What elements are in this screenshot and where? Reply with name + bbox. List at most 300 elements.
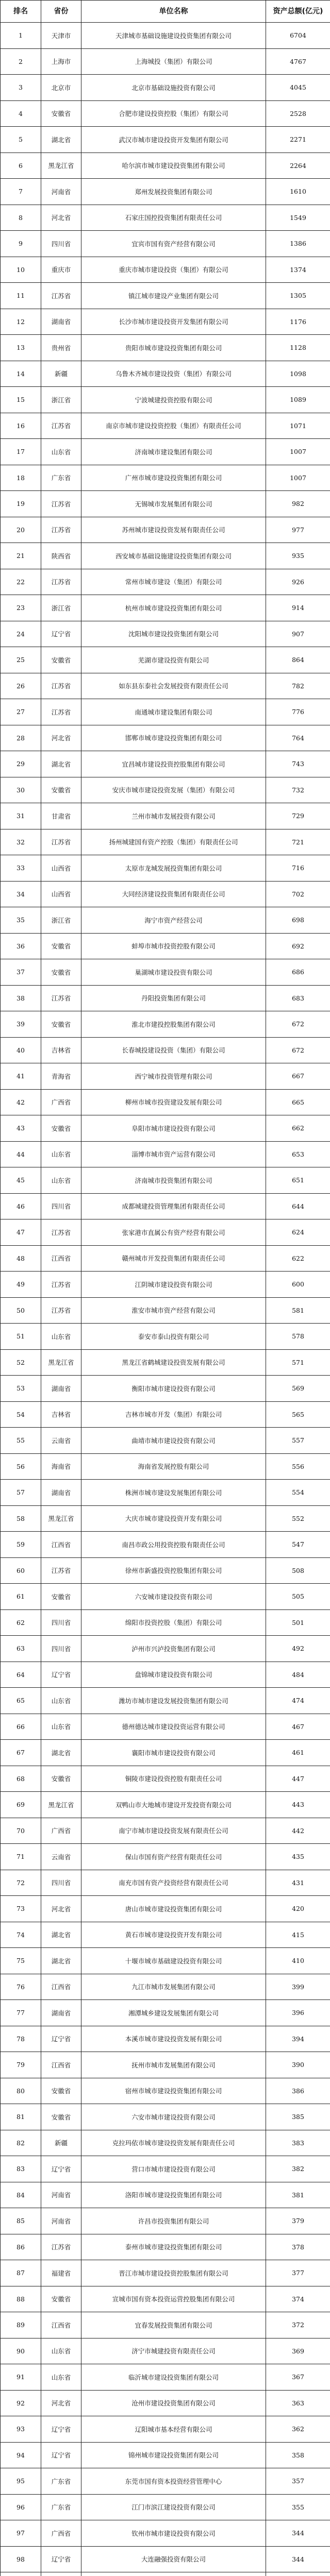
table-row bbox=[1, 699, 330, 725]
cell-assets: 982 bbox=[266, 491, 330, 517]
cell-assets: 729 bbox=[266, 803, 330, 829]
cell-rank: 36 bbox=[1, 933, 41, 959]
cell-province: 江苏省 bbox=[41, 985, 81, 1011]
table-row bbox=[1, 1948, 330, 1974]
cell-name: 西安城市基础设施建设投资集团有限公司 bbox=[81, 543, 266, 569]
cell-assets: 374 bbox=[266, 2286, 330, 2312]
cell-rank: 76 bbox=[1, 1974, 41, 2000]
table-row bbox=[1, 413, 330, 439]
cell-rank: 41 bbox=[1, 1063, 41, 1090]
cell-assets: 914 bbox=[266, 595, 330, 621]
table-row bbox=[1, 2130, 330, 2156]
table-row bbox=[1, 725, 330, 751]
cell-rank: 71 bbox=[1, 1844, 41, 1870]
table-row bbox=[1, 907, 330, 934]
cell-province: 浙江省 bbox=[41, 907, 81, 934]
cell-province: 新疆 bbox=[41, 2130, 81, 2156]
cell-province: 贵州省 bbox=[41, 335, 81, 361]
cell-assets: 435 bbox=[266, 1844, 330, 1870]
cell-assets: 672 bbox=[266, 1037, 330, 1063]
cell-assets: 447 bbox=[266, 1766, 330, 1792]
cell-rank: 83 bbox=[1, 2156, 41, 2182]
table-row bbox=[1, 387, 330, 413]
cell-province: 陕西省 bbox=[41, 543, 81, 569]
cell-rank: 25 bbox=[1, 647, 41, 673]
cell-province: 浙江省 bbox=[41, 387, 81, 413]
table-row bbox=[1, 1453, 330, 1480]
cell-name: 南京市城市建设投资控股（集团）有限责任公司 bbox=[81, 413, 266, 439]
cell-province: 江苏省 bbox=[41, 491, 81, 517]
table-row bbox=[1, 1063, 330, 1090]
cell-assets: 415 bbox=[266, 1922, 330, 1948]
cell-assets: 935 bbox=[266, 543, 330, 569]
cell-province: 黑龙江省 bbox=[41, 1792, 81, 1818]
cell-rank: 77 bbox=[1, 2000, 41, 2026]
cell-province: 海南省 bbox=[41, 1453, 81, 1480]
cell-province: 天津市 bbox=[41, 23, 81, 49]
cell-rank: 95 bbox=[1, 2468, 41, 2495]
table-row bbox=[1, 803, 330, 829]
table-row bbox=[1, 2520, 330, 2547]
cell-rank: 35 bbox=[1, 907, 41, 934]
cell-rank: 31 bbox=[1, 803, 41, 829]
cell-rank: 39 bbox=[1, 1011, 41, 1038]
cell-province: 青海省 bbox=[41, 1063, 81, 1090]
cell-province: 河北省 bbox=[41, 2390, 81, 2416]
cell-rank: 29 bbox=[1, 751, 41, 777]
cell-assets: 578 bbox=[266, 1324, 330, 1350]
cell-assets: 556 bbox=[266, 1453, 330, 1480]
table-row bbox=[1, 75, 330, 101]
table-row bbox=[1, 309, 330, 335]
cell-rank: 21 bbox=[1, 543, 41, 569]
table-row bbox=[1, 1480, 330, 1506]
cell-province: 江苏省 bbox=[41, 1272, 81, 1298]
table-row bbox=[1, 1141, 330, 1167]
table-row bbox=[1, 23, 330, 49]
cell-assets: 362 bbox=[266, 2416, 330, 2443]
cell-assets: 367 bbox=[266, 2364, 330, 2391]
cell-rank: 45 bbox=[1, 1167, 41, 1194]
cell-rank: 91 bbox=[1, 2364, 41, 2391]
cell-rank: 42 bbox=[1, 1089, 41, 1115]
cell-province: 江苏省 bbox=[41, 517, 81, 543]
cell-name: 广州市城市建设投资集团有限公司 bbox=[81, 465, 266, 491]
cell-assets: 683 bbox=[266, 985, 330, 1011]
cell-name: 淄博市城市资产运营有限公司 bbox=[81, 1141, 266, 1167]
cell-province: 云南省 bbox=[41, 1844, 81, 1870]
cell-assets: 624 bbox=[266, 1219, 330, 1246]
cell-name: 绵阳市投资控股（集团）有限公司 bbox=[81, 1609, 266, 1636]
cell-rank: 81 bbox=[1, 2104, 41, 2130]
cell-rank: 5 bbox=[1, 127, 41, 153]
cell-assets: 571 bbox=[266, 1349, 330, 1376]
cell-province: 安徽省 bbox=[41, 777, 81, 803]
cell-rank: 14 bbox=[1, 361, 41, 387]
cell-rank: 68 bbox=[1, 1766, 41, 1792]
table-row bbox=[1, 751, 330, 777]
cell-assets: 665 bbox=[266, 1089, 330, 1115]
cell-name: 大同经济建设投资集团有限责任公司 bbox=[81, 881, 266, 907]
cell-rank: 94 bbox=[1, 2442, 41, 2468]
cell-assets: 386 bbox=[266, 2078, 330, 2104]
cell-province: 北京市 bbox=[41, 75, 81, 101]
table-row bbox=[1, 777, 330, 803]
table-row bbox=[1, 2364, 330, 2391]
cell-rank: 33 bbox=[1, 855, 41, 882]
table-row bbox=[1, 673, 330, 699]
cell-province: 吉林省 bbox=[41, 1401, 81, 1428]
header-name: 单位名称 bbox=[81, 1, 266, 23]
cell-rank: 37 bbox=[1, 959, 41, 986]
table-row bbox=[1, 257, 330, 283]
cell-name: 宜昌城市建设投资控股集团有限公司 bbox=[81, 751, 266, 777]
cell-assets: 557 bbox=[266, 1428, 330, 1454]
cell-province: 山东省 bbox=[41, 2338, 81, 2364]
cell-rank: 12 bbox=[1, 309, 41, 335]
cell-name: 沈阳城市建设投资集团有限公司 bbox=[81, 621, 266, 647]
cell-name: 镇江城市建设产业集团有限公司 bbox=[81, 283, 266, 309]
cell-assets: 743 bbox=[266, 751, 330, 777]
cell-province: 辽宁省 bbox=[41, 2156, 81, 2182]
table-row bbox=[1, 1193, 330, 1219]
cell-rank: 63 bbox=[1, 1636, 41, 1662]
table-row bbox=[1, 1662, 330, 1688]
cell-name: 襄阳市城市建设投资有限公司 bbox=[81, 1740, 266, 1766]
cell-rank: 78 bbox=[1, 2026, 41, 2052]
cell-assets: 442 bbox=[266, 1818, 330, 1844]
cell-rank: 50 bbox=[1, 1297, 41, 1324]
cell-assets: 644 bbox=[266, 1193, 330, 1219]
cell-province: 河北省 bbox=[41, 725, 81, 751]
cell-assets: 547 bbox=[266, 1532, 330, 1558]
cell-province: 云南省 bbox=[41, 1428, 81, 1454]
cell-rank: 73 bbox=[1, 1896, 41, 1922]
cell-name: 张家港市直属公有资产经营有限公司 bbox=[81, 1219, 266, 1246]
cell-rank: 2 bbox=[1, 48, 41, 75]
cell-province: 安徽省 bbox=[41, 1766, 81, 1792]
cell-name: 保山市国有资产经营有限责任公司 bbox=[81, 1844, 266, 1870]
cell-assets: 396 bbox=[266, 2000, 330, 2026]
cell-name: 南宁市城市建设投资发展有限责任公司 bbox=[81, 1818, 266, 1844]
table-row bbox=[1, 1636, 330, 1662]
cell-province: 甘肃省 bbox=[41, 803, 81, 829]
table-row bbox=[1, 1219, 330, 1246]
cell-name: 宁波城建投资控股有限公司 bbox=[81, 387, 266, 413]
cell-assets: 4767 bbox=[266, 48, 330, 75]
cell-rank: 87 bbox=[1, 2260, 41, 2286]
cell-province: 安徽省 bbox=[41, 647, 81, 673]
cell-province: 江苏省 bbox=[41, 2234, 81, 2260]
cell-name: 克拉玛依市城市建设投资发展有限责任公司 bbox=[81, 2130, 266, 2156]
cell-rank: 72 bbox=[1, 1870, 41, 1896]
cell-rank bbox=[1, 2572, 41, 2576]
cell-name: 盘锦城市建设投资有限公司 bbox=[81, 1662, 266, 1688]
cell-name: 苏州城市建设投资发展有限责任公司 bbox=[81, 517, 266, 543]
cell-province: 辽宁省 bbox=[41, 2442, 81, 2468]
cell-province: 安徽省 bbox=[41, 100, 81, 127]
table-row bbox=[1, 1089, 330, 1115]
cell-rank: 89 bbox=[1, 2312, 41, 2338]
cell-province: 浙江省 bbox=[41, 595, 81, 621]
cell-province: 广西省 bbox=[41, 1089, 81, 1115]
cell-assets: 383 bbox=[266, 2130, 330, 2156]
cell-name: 南昌市政公用投资控股有限责任公司 bbox=[81, 1532, 266, 1558]
cell-rank: 23 bbox=[1, 595, 41, 621]
table-row bbox=[1, 569, 330, 595]
table-row bbox=[1, 1297, 330, 1324]
cell-name: 北京市基础设施投资有限公司 bbox=[81, 75, 266, 101]
cell-name: 钦州市城市建设投资有限公司 bbox=[81, 2520, 266, 2547]
cell-province: 安徽省 bbox=[41, 959, 81, 986]
cell-province: 湖南省 bbox=[41, 309, 81, 335]
cell-province: 江苏省 bbox=[41, 569, 81, 595]
cell-rank: 9 bbox=[1, 231, 41, 257]
cell-assets: 1007 bbox=[266, 439, 330, 465]
cell-assets: 1089 bbox=[266, 387, 330, 413]
cell-assets: 662 bbox=[266, 1115, 330, 1142]
cell-assets: 692 bbox=[266, 933, 330, 959]
table-row bbox=[1, 465, 330, 491]
cell-assets: 1176 bbox=[266, 309, 330, 335]
cell-assets: 554 bbox=[266, 1480, 330, 1506]
table-row bbox=[1, 1896, 330, 1922]
cell-assets: 372 bbox=[266, 2312, 330, 2338]
table-row bbox=[1, 1922, 330, 1948]
cell-assets: 1386 bbox=[266, 231, 330, 257]
cell-assets: 358 bbox=[266, 2442, 330, 2468]
cell-rank: 59 bbox=[1, 1532, 41, 1558]
cell-rank: 92 bbox=[1, 2390, 41, 2416]
cell-province: 上海市 bbox=[41, 48, 81, 75]
cell-rank: 90 bbox=[1, 2338, 41, 2364]
cell-assets: 381 bbox=[266, 2182, 330, 2208]
table-row bbox=[1, 2000, 330, 2026]
cell-rank: 67 bbox=[1, 1740, 41, 1766]
cell-rank: 49 bbox=[1, 1272, 41, 1298]
table-row bbox=[1, 1376, 330, 1402]
cell-name: 九江市城市发展集团有限公司 bbox=[81, 1974, 266, 2000]
cell-rank: 16 bbox=[1, 413, 41, 439]
table-row bbox=[1, 2286, 330, 2312]
cell-assets: 1098 bbox=[266, 361, 330, 387]
cell-name: 锦州城市建设投资集团有限公司 bbox=[81, 2442, 266, 2468]
cell-province: 山东省 bbox=[41, 1688, 81, 1714]
cell-assets: 505 bbox=[266, 1584, 330, 1610]
table-row bbox=[1, 1740, 330, 1766]
cell-assets: 702 bbox=[266, 881, 330, 907]
cell-assets: 622 bbox=[266, 1245, 330, 1272]
cell-rank: 46 bbox=[1, 1193, 41, 1219]
cell-rank: 38 bbox=[1, 985, 41, 1011]
cell-assets: 492 bbox=[266, 1636, 330, 1662]
table-row bbox=[1, 881, 330, 907]
cell-province: 山东省 bbox=[41, 1714, 81, 1740]
cell-rank: 84 bbox=[1, 2182, 41, 2208]
cell-province: 四川省 bbox=[41, 1193, 81, 1219]
cell-province: 四川省 bbox=[41, 1636, 81, 1662]
cell-assets: 6704 bbox=[266, 23, 330, 49]
table-row bbox=[1, 1714, 330, 1740]
cell-province: 湖南省 bbox=[41, 2000, 81, 2026]
cell-assets: 721 bbox=[266, 829, 330, 855]
table-row bbox=[1, 2182, 330, 2208]
table-row bbox=[1, 1688, 330, 1714]
cell-name: 沧州市建设投资集团有限公司 bbox=[81, 2390, 266, 2416]
table-row bbox=[1, 621, 330, 647]
cell-assets: 467 bbox=[266, 1714, 330, 1740]
cell-province: 重庆市 bbox=[41, 257, 81, 283]
cell-name: 合肥市建设投资控股（集团）有限公司 bbox=[81, 100, 266, 127]
cell-rank: 57 bbox=[1, 1480, 41, 1506]
cell-province: 江苏省 bbox=[41, 283, 81, 309]
cell-assets: 382 bbox=[266, 2156, 330, 2182]
cell-rank: 13 bbox=[1, 335, 41, 361]
cell-name: 海宁市资产经营公司 bbox=[81, 907, 266, 934]
table-row bbox=[1, 1766, 330, 1792]
cell-name: 长沙市城市建设投资开发集团有限公司 bbox=[81, 309, 266, 335]
cell-assets: 977 bbox=[266, 517, 330, 543]
table-row bbox=[1, 2338, 330, 2364]
table-header bbox=[1, 1, 330, 23]
cell-assets: 552 bbox=[266, 1505, 330, 1532]
cell-assets: 600 bbox=[266, 1272, 330, 1298]
cell-assets: 443 bbox=[266, 1792, 330, 1818]
cell-assets: 4045 bbox=[266, 75, 330, 101]
cell-assets: 484 bbox=[266, 1662, 330, 1688]
header-province: 省份 bbox=[41, 1, 81, 23]
cell-name: 邯郸市城市建设投资集团有限公司 bbox=[81, 725, 266, 751]
cell-rank: 19 bbox=[1, 491, 41, 517]
cell-rank: 44 bbox=[1, 1141, 41, 1167]
cell-name: 十堰市城市基础建设投资有限公司 bbox=[81, 1948, 266, 1974]
cell-province bbox=[41, 2572, 81, 2576]
cell-assets: 357 bbox=[266, 2468, 330, 2495]
cell-rank: 26 bbox=[1, 673, 41, 699]
table-row bbox=[1, 595, 330, 621]
cell-rank: 64 bbox=[1, 1662, 41, 1688]
cell-rank: 51 bbox=[1, 1324, 41, 1350]
cell-rank: 80 bbox=[1, 2078, 41, 2104]
cell-assets: 782 bbox=[266, 673, 330, 699]
table-row bbox=[1, 2234, 330, 2260]
cell-name: 上海城投（集团）有限公司 bbox=[81, 48, 266, 75]
cell-province: 江苏省 bbox=[41, 673, 81, 699]
table-row bbox=[1, 1870, 330, 1896]
cell-assets: 461 bbox=[266, 1740, 330, 1766]
cell-province: 安徽省 bbox=[41, 1011, 81, 1038]
cell-name: 淮安市城市资产经营有限公司 bbox=[81, 1297, 266, 1324]
table-row bbox=[1, 2208, 330, 2234]
cell-name: 安庆市城市建设投资发展（集团）有限公司 bbox=[81, 777, 266, 803]
table-row bbox=[1, 2546, 330, 2572]
header-row bbox=[1, 1, 330, 23]
cell-province: 江苏省 bbox=[41, 829, 81, 855]
table-row bbox=[1, 361, 330, 387]
table-row bbox=[1, 1532, 330, 1558]
cell-assets: 378 bbox=[266, 2234, 330, 2260]
cell-rank: 96 bbox=[1, 2494, 41, 2520]
cell-province: 湖南省 bbox=[41, 1376, 81, 1402]
table-row bbox=[1, 1349, 330, 1376]
cell-assets: 907 bbox=[266, 621, 330, 647]
cell-assets: 2528 bbox=[266, 100, 330, 127]
cell-province: 江苏省 bbox=[41, 1297, 81, 1324]
cell-name: 泰安市泰山投资有限公司 bbox=[81, 1324, 266, 1350]
cell-assets: 344 bbox=[266, 2546, 330, 2572]
cell-rank: 34 bbox=[1, 881, 41, 907]
cell-name: 黄石市城市建设投资开发有限公司 bbox=[81, 1922, 266, 1948]
cell-name: 曲靖市城市建设投资有限公司 bbox=[81, 1428, 266, 1454]
cell-name: 衡阳市城市建设投资有限公司 bbox=[81, 1376, 266, 1402]
cell-name: 徐州市新盛投资控股集团有限公司 bbox=[81, 1557, 266, 1584]
cell-assets: 1374 bbox=[266, 257, 330, 283]
cell-province: 辽宁省 bbox=[41, 2546, 81, 2572]
cell-name: 本溪市城市建设投资发展有限公司 bbox=[81, 2026, 266, 2052]
cell-name: 贵阳市城市建设投资集团有限公司 bbox=[81, 335, 266, 361]
cell-rank: 58 bbox=[1, 1505, 41, 1532]
cell-assets: 420 bbox=[266, 1896, 330, 1922]
cell-assets: 1128 bbox=[266, 335, 330, 361]
cell-province: 湖北省 bbox=[41, 1740, 81, 1766]
table-body bbox=[1, 23, 330, 2576]
cell-province: 山东省 bbox=[41, 1167, 81, 1194]
cell-province: 山东省 bbox=[41, 1141, 81, 1167]
cell-assets: 732 bbox=[266, 777, 330, 803]
cell-name: 乌鲁木齐城市建设投资（集团）有限公司 bbox=[81, 361, 266, 387]
cell-rank: 88 bbox=[1, 2286, 41, 2312]
cell-name: 巢湖城市建设投资有限公司 bbox=[81, 959, 266, 986]
table-row bbox=[1, 48, 330, 75]
cell-rank: 62 bbox=[1, 1609, 41, 1636]
cell-assets: 379 bbox=[266, 2208, 330, 2234]
cell-name: 阜阳市城市建设投资有限公司 bbox=[81, 1115, 266, 1142]
cell-name: 唐山市城市建设投资集团有限公司 bbox=[81, 1896, 266, 1922]
cell-name: 西宁城市投资管理有限公司 bbox=[81, 1063, 266, 1090]
table-row bbox=[1, 127, 330, 153]
cell-rank: 6 bbox=[1, 152, 41, 179]
cell-rank: 97 bbox=[1, 2520, 41, 2547]
cell-province: 安徽省 bbox=[41, 1115, 81, 1142]
cell-rank: 60 bbox=[1, 1557, 41, 1584]
cell-province: 四川省 bbox=[41, 1870, 81, 1896]
cell-assets: 667 bbox=[266, 1063, 330, 1090]
cell-province: 安徽省 bbox=[41, 2078, 81, 2104]
cell-assets: 698 bbox=[266, 907, 330, 934]
cell-name: 德州德达城市建设投资运营有限公司 bbox=[81, 1714, 266, 1740]
cell-province: 江苏省 bbox=[41, 1219, 81, 1246]
cell-province: 江西省 bbox=[41, 1532, 81, 1558]
header-assets: 资产总额(亿元) bbox=[266, 1, 330, 23]
cell-name: 武汉市城市建设投资开发集团有限公司 bbox=[81, 127, 266, 153]
cell-name: 宣城市国有资本投资运营控股集团有限公司 bbox=[81, 2286, 266, 2312]
table-row bbox=[1, 2442, 330, 2468]
cell-rank: 22 bbox=[1, 569, 41, 595]
cell-rank: 93 bbox=[1, 2416, 41, 2443]
cell-name: 大庆市城市建设投资开发有限公司 bbox=[81, 1505, 266, 1532]
table-row bbox=[1, 1818, 330, 1844]
cell-assets: 776 bbox=[266, 699, 330, 725]
table-row bbox=[1, 1037, 330, 1063]
cell-name: 江门市滨江建设投资有限公司 bbox=[81, 2494, 266, 2520]
cell-rank: 86 bbox=[1, 2234, 41, 2260]
cell-rank: 11 bbox=[1, 283, 41, 309]
cell-rank: 52 bbox=[1, 1349, 41, 1376]
cell-rank: 30 bbox=[1, 777, 41, 803]
table-row bbox=[1, 231, 330, 257]
table-row bbox=[1, 1844, 330, 1870]
table-row bbox=[1, 2572, 330, 2576]
